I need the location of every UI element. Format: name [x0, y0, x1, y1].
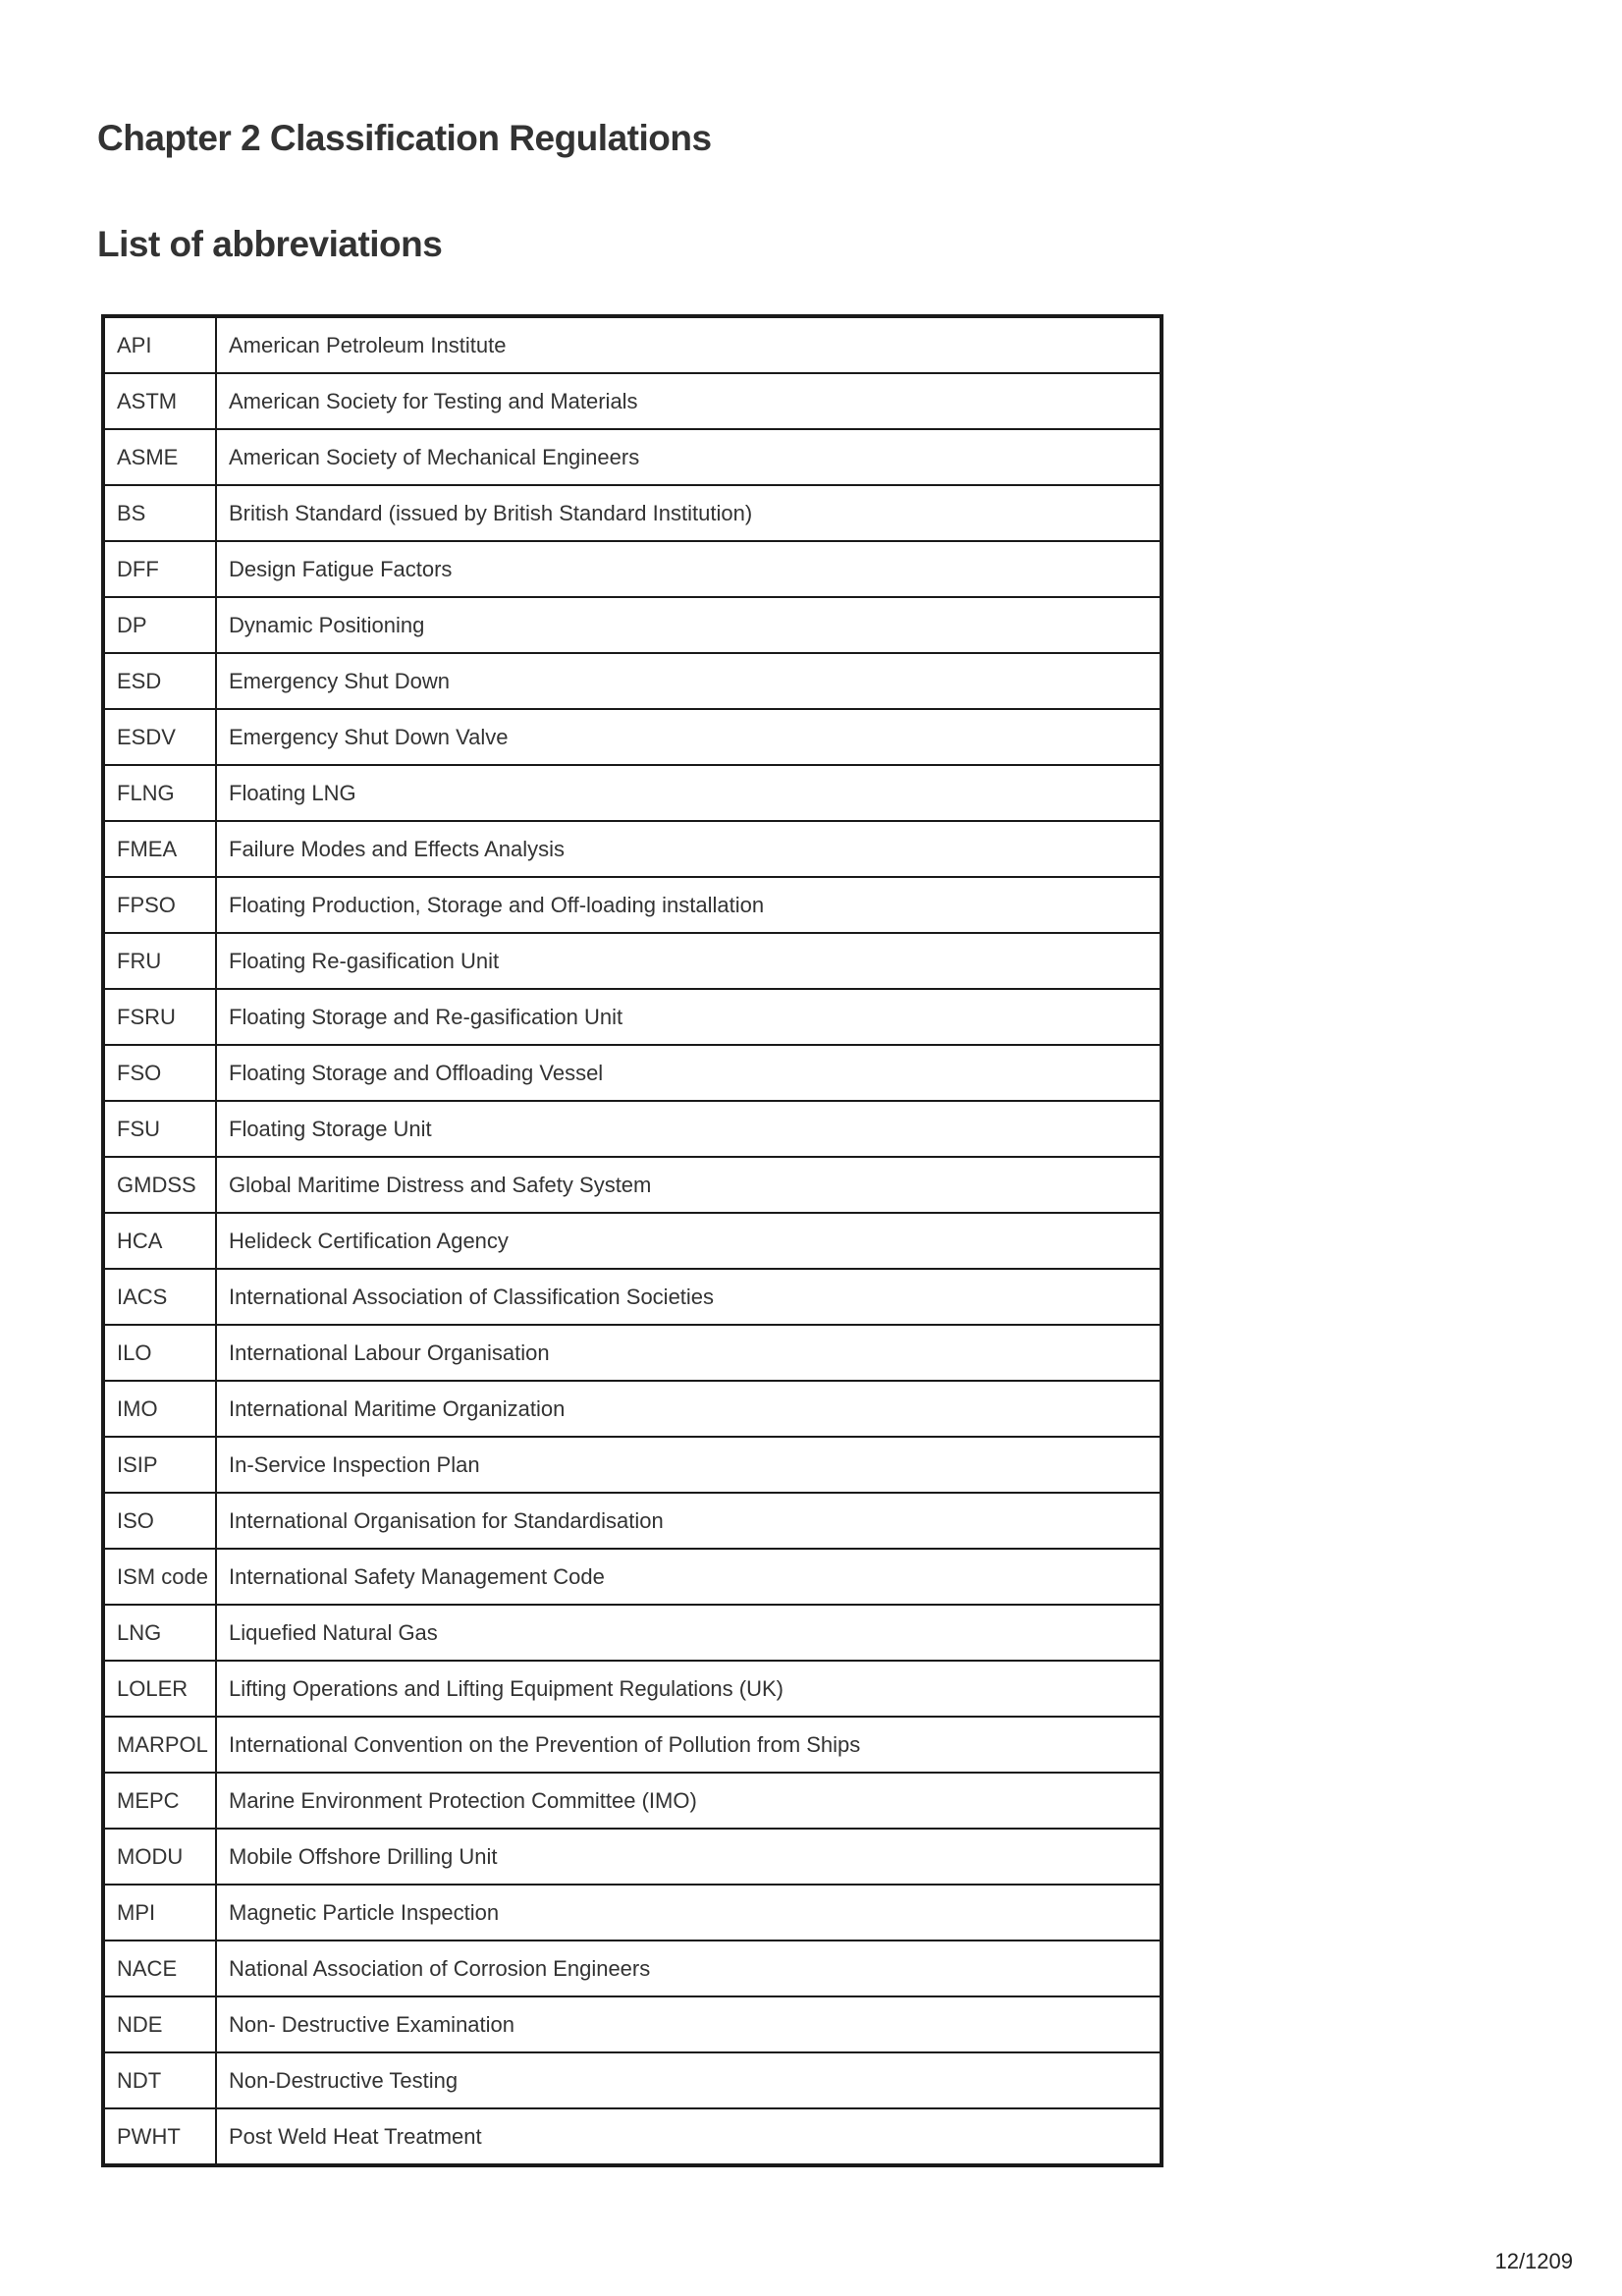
table-row: [103, 1773, 1162, 1829]
abbreviation-cell: FMEA: [103, 821, 216, 877]
table-row: [103, 765, 1162, 821]
meaning-cell: Magnetic Particle Inspection: [216, 1885, 1162, 1941]
table-row: [103, 1493, 1162, 1549]
meaning-cell: In-Service Inspection Plan: [216, 1437, 1162, 1493]
abbreviation-cell: ASTM: [103, 373, 216, 429]
table-row: [103, 1269, 1162, 1325]
abbreviation-cell: MPI: [103, 1885, 216, 1941]
meaning-cell: Mobile Offshore Drilling Unit: [216, 1829, 1162, 1885]
chapter-title: Chapter 2 Classification Regulations: [97, 118, 712, 158]
abbreviation-cell: FSRU: [103, 989, 216, 1045]
meaning-cell: International Labour Organisation: [216, 1325, 1162, 1381]
table-row: [103, 1045, 1162, 1101]
table-row: [103, 429, 1162, 485]
abbreviations-table: [101, 314, 1163, 2167]
meaning-cell: Floating Storage and Re-gasification Unit: [216, 989, 1162, 1045]
meaning-cell: International Association of Classification Societies: [216, 1269, 1162, 1325]
table-row: [103, 989, 1162, 1045]
abbreviation-cell: FRU: [103, 933, 216, 989]
table-row: [103, 1885, 1162, 1941]
abbreviation-cell: LOLER: [103, 1661, 216, 1717]
abbreviation-cell: FLNG: [103, 765, 216, 821]
meaning-cell: American Society for Testing and Materials: [216, 373, 1162, 429]
table-row: [103, 1941, 1162, 1996]
table-row: [103, 821, 1162, 877]
meaning-cell: Non- Destructive Examination: [216, 1996, 1162, 2052]
abbreviation-cell: NDE: [103, 1996, 216, 2052]
meaning-cell: International Safety Management Code: [216, 1549, 1162, 1605]
meaning-cell: Failure Modes and Effects Analysis: [216, 821, 1162, 877]
abbreviation-cell: DP: [103, 597, 216, 653]
abbreviation-cell: BS: [103, 485, 216, 541]
table-row: [103, 1325, 1162, 1381]
table-row: [103, 373, 1162, 429]
table-row: [103, 316, 1162, 373]
meaning-cell: Non-Destructive Testing: [216, 2052, 1162, 2108]
meaning-cell: Lifting Operations and Lifting Equipment Regulations (UK): [216, 1661, 1162, 1717]
abbreviation-cell: GMDSS: [103, 1157, 216, 1213]
table-row: [103, 1549, 1162, 1605]
abbreviation-cell: DFF: [103, 541, 216, 597]
page-number: 12/1209: [1494, 2249, 1573, 2273]
abbreviation-cell: ISIP: [103, 1437, 216, 1493]
abbreviation-cell: HCA: [103, 1213, 216, 1269]
table-row: [103, 709, 1162, 765]
abbreviation-cell: LNG: [103, 1605, 216, 1661]
meaning-cell: Global Maritime Distress and Safety System: [216, 1157, 1162, 1213]
meaning-cell: Liquefied Natural Gas: [216, 1605, 1162, 1661]
table-row: [103, 597, 1162, 653]
section-title: List of abbreviations: [97, 224, 443, 264]
table-row: [103, 1101, 1162, 1157]
abbreviation-cell: MARPOL: [103, 1717, 216, 1773]
abbreviation-cell: ASME: [103, 429, 216, 485]
abbreviation-cell: FSU: [103, 1101, 216, 1157]
meaning-cell: International Maritime Organization: [216, 1381, 1162, 1437]
table-row: [103, 1661, 1162, 1717]
abbreviation-cell: IMO: [103, 1381, 216, 1437]
meaning-cell: International Organisation for Standardisation: [216, 1493, 1162, 1549]
meaning-cell: Floating Production, Storage and Off-loading installation: [216, 877, 1162, 933]
table-row: [103, 485, 1162, 541]
abbreviation-cell: NACE: [103, 1941, 216, 1996]
meaning-cell: Design Fatigue Factors: [216, 541, 1162, 597]
abbreviation-cell: MEPC: [103, 1773, 216, 1829]
table-row: [103, 1717, 1162, 1773]
abbreviation-cell: FSO: [103, 1045, 216, 1101]
table-row: [103, 877, 1162, 933]
abbreviations-table-body: [103, 316, 1162, 2165]
meaning-cell: Emergency Shut Down: [216, 653, 1162, 709]
meaning-cell: Helideck Certification Agency: [216, 1213, 1162, 1269]
meaning-cell: Emergency Shut Down Valve: [216, 709, 1162, 765]
table-row: [103, 1157, 1162, 1213]
abbreviation-cell: IACS: [103, 1269, 216, 1325]
table-row: [103, 541, 1162, 597]
table-row: [103, 1437, 1162, 1493]
abbreviation-cell: MODU: [103, 1829, 216, 1885]
table-row: [103, 1996, 1162, 2052]
meaning-cell: British Standard (issued by British Standard Institution): [216, 485, 1162, 541]
table-row: [103, 1381, 1162, 1437]
meaning-cell: Post Weld Heat Treatment: [216, 2108, 1162, 2165]
meaning-cell: Marine Environment Protection Committee (IMO): [216, 1773, 1162, 1829]
table-row: [103, 2052, 1162, 2108]
meaning-cell: Floating Storage and Offloading Vessel: [216, 1045, 1162, 1101]
abbreviation-cell: FPSO: [103, 877, 216, 933]
abbreviation-cell: ILO: [103, 1325, 216, 1381]
abbreviation-cell: ESD: [103, 653, 216, 709]
abbreviation-cell: NDT: [103, 2052, 216, 2108]
table-row: [103, 1213, 1162, 1269]
meaning-cell: International Convention on the Prevention of Pollution from Ships: [216, 1717, 1162, 1773]
meaning-cell: Floating Re-gasification Unit: [216, 933, 1162, 989]
abbreviation-cell: ISO: [103, 1493, 216, 1549]
meaning-cell: American Petroleum Institute: [216, 316, 1162, 373]
meaning-cell: National Association of Corrosion Engineers: [216, 1941, 1162, 1996]
meaning-cell: American Society of Mechanical Engineers: [216, 429, 1162, 485]
table-row: [103, 653, 1162, 709]
abbreviation-cell: PWHT: [103, 2108, 216, 2165]
abbreviation-cell: ESDV: [103, 709, 216, 765]
abbreviation-cell: API: [103, 316, 216, 373]
abbreviation-cell: ISM code: [103, 1549, 216, 1605]
meaning-cell: Floating LNG: [216, 765, 1162, 821]
table-row: [103, 933, 1162, 989]
table-row: [103, 1605, 1162, 1661]
table-row: [103, 1829, 1162, 1885]
meaning-cell: Dynamic Positioning: [216, 597, 1162, 653]
meaning-cell: Floating Storage Unit: [216, 1101, 1162, 1157]
table-row: [103, 2108, 1162, 2165]
